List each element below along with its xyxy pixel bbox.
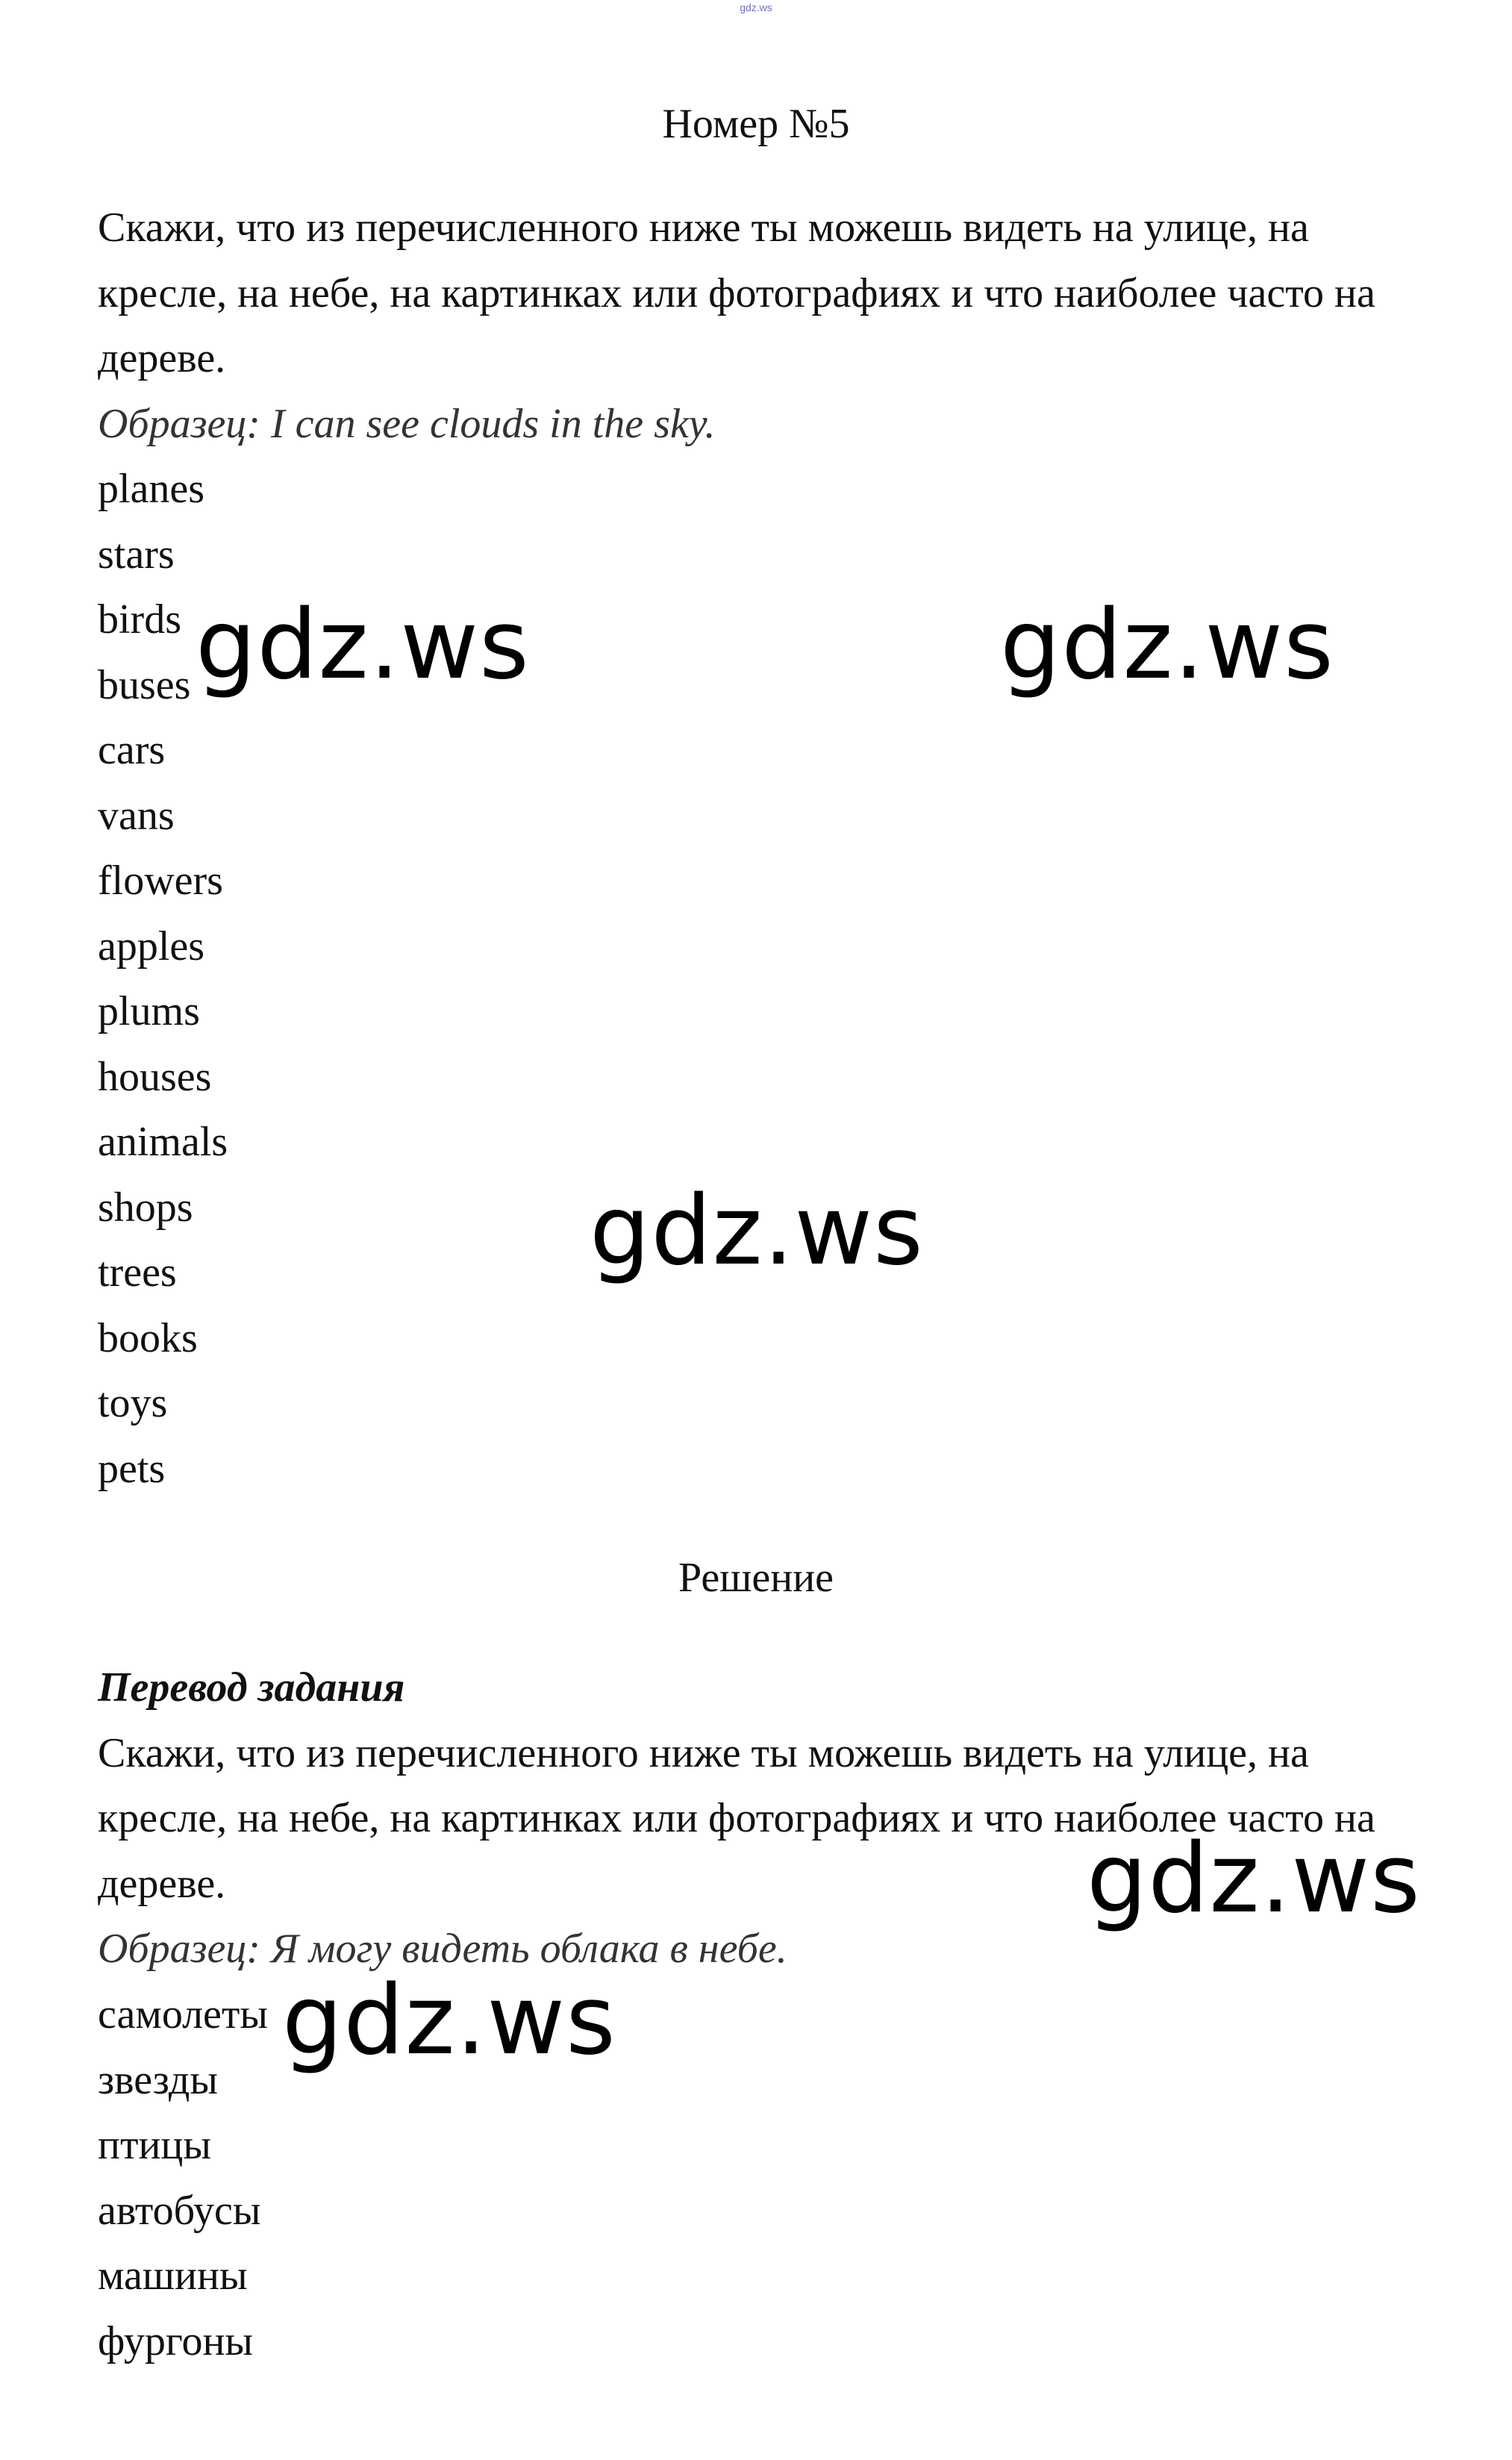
watermark: gdz.ws — [590, 1176, 924, 1287]
list-item: flowers — [98, 858, 223, 904]
task-text: Скажи, что из перечисленного ниже ты можешь видеть на улице, на кресле, на небе, на картинках или фотографиях и что наиболее часто на дереве. — [98, 205, 1375, 381]
translation-word-list — [98, 1982, 268, 2374]
task-example: Образец: I can see clouds in the sky. — [98, 400, 716, 447]
list-item: stars — [98, 531, 175, 578]
list-item: самолеты — [98, 1991, 268, 2038]
list-item: shops — [98, 1184, 193, 1231]
list-item: houses — [98, 1053, 212, 1100]
list-item: apples — [98, 922, 205, 970]
list-item: birds — [98, 596, 181, 643]
list-item: planes — [98, 466, 205, 512]
page-title: Номер №5 — [662, 101, 850, 147]
watermark: gdz.ws — [1000, 590, 1334, 701]
list-item: фургоны — [98, 2317, 254, 2364]
list-item: trees — [98, 1249, 177, 1296]
watermark: gdz.ws — [196, 590, 530, 701]
list-item: птицы — [98, 2122, 212, 2168]
task-block — [98, 196, 1426, 457]
list-item: машины — [98, 2253, 248, 2299]
list-item: автобусы — [98, 2187, 261, 2234]
list-item: books — [98, 1314, 198, 1361]
list-item: buses — [98, 661, 191, 708]
translation-heading: Перевод задания — [98, 1664, 405, 1711]
top-watermark-text: gdz.ws — [740, 1, 772, 13]
watermark: gdz.ws — [282, 1965, 616, 2076]
list-item: pets — [98, 1445, 166, 1492]
list-item: звезды — [98, 2056, 218, 2103]
list-item: plums — [98, 988, 200, 1034]
translation-text: Скажи, что из перечисленного ниже ты можешь видеть на улице, на кресле, на небе, на картинках или фотографиях и что наиболее часто на дереве. — [98, 1729, 1375, 1907]
list-item: cars — [98, 727, 166, 773]
translation-example: Образец: Я могу видеть облака в небе. — [98, 1926, 787, 1972]
list-item: animals — [98, 1119, 228, 1165]
list-item: vans — [98, 792, 175, 839]
solution-heading: Решение — [678, 1555, 834, 1601]
list-item: toys — [98, 1380, 168, 1426]
watermark: gdz.ws — [1087, 1823, 1421, 1935]
